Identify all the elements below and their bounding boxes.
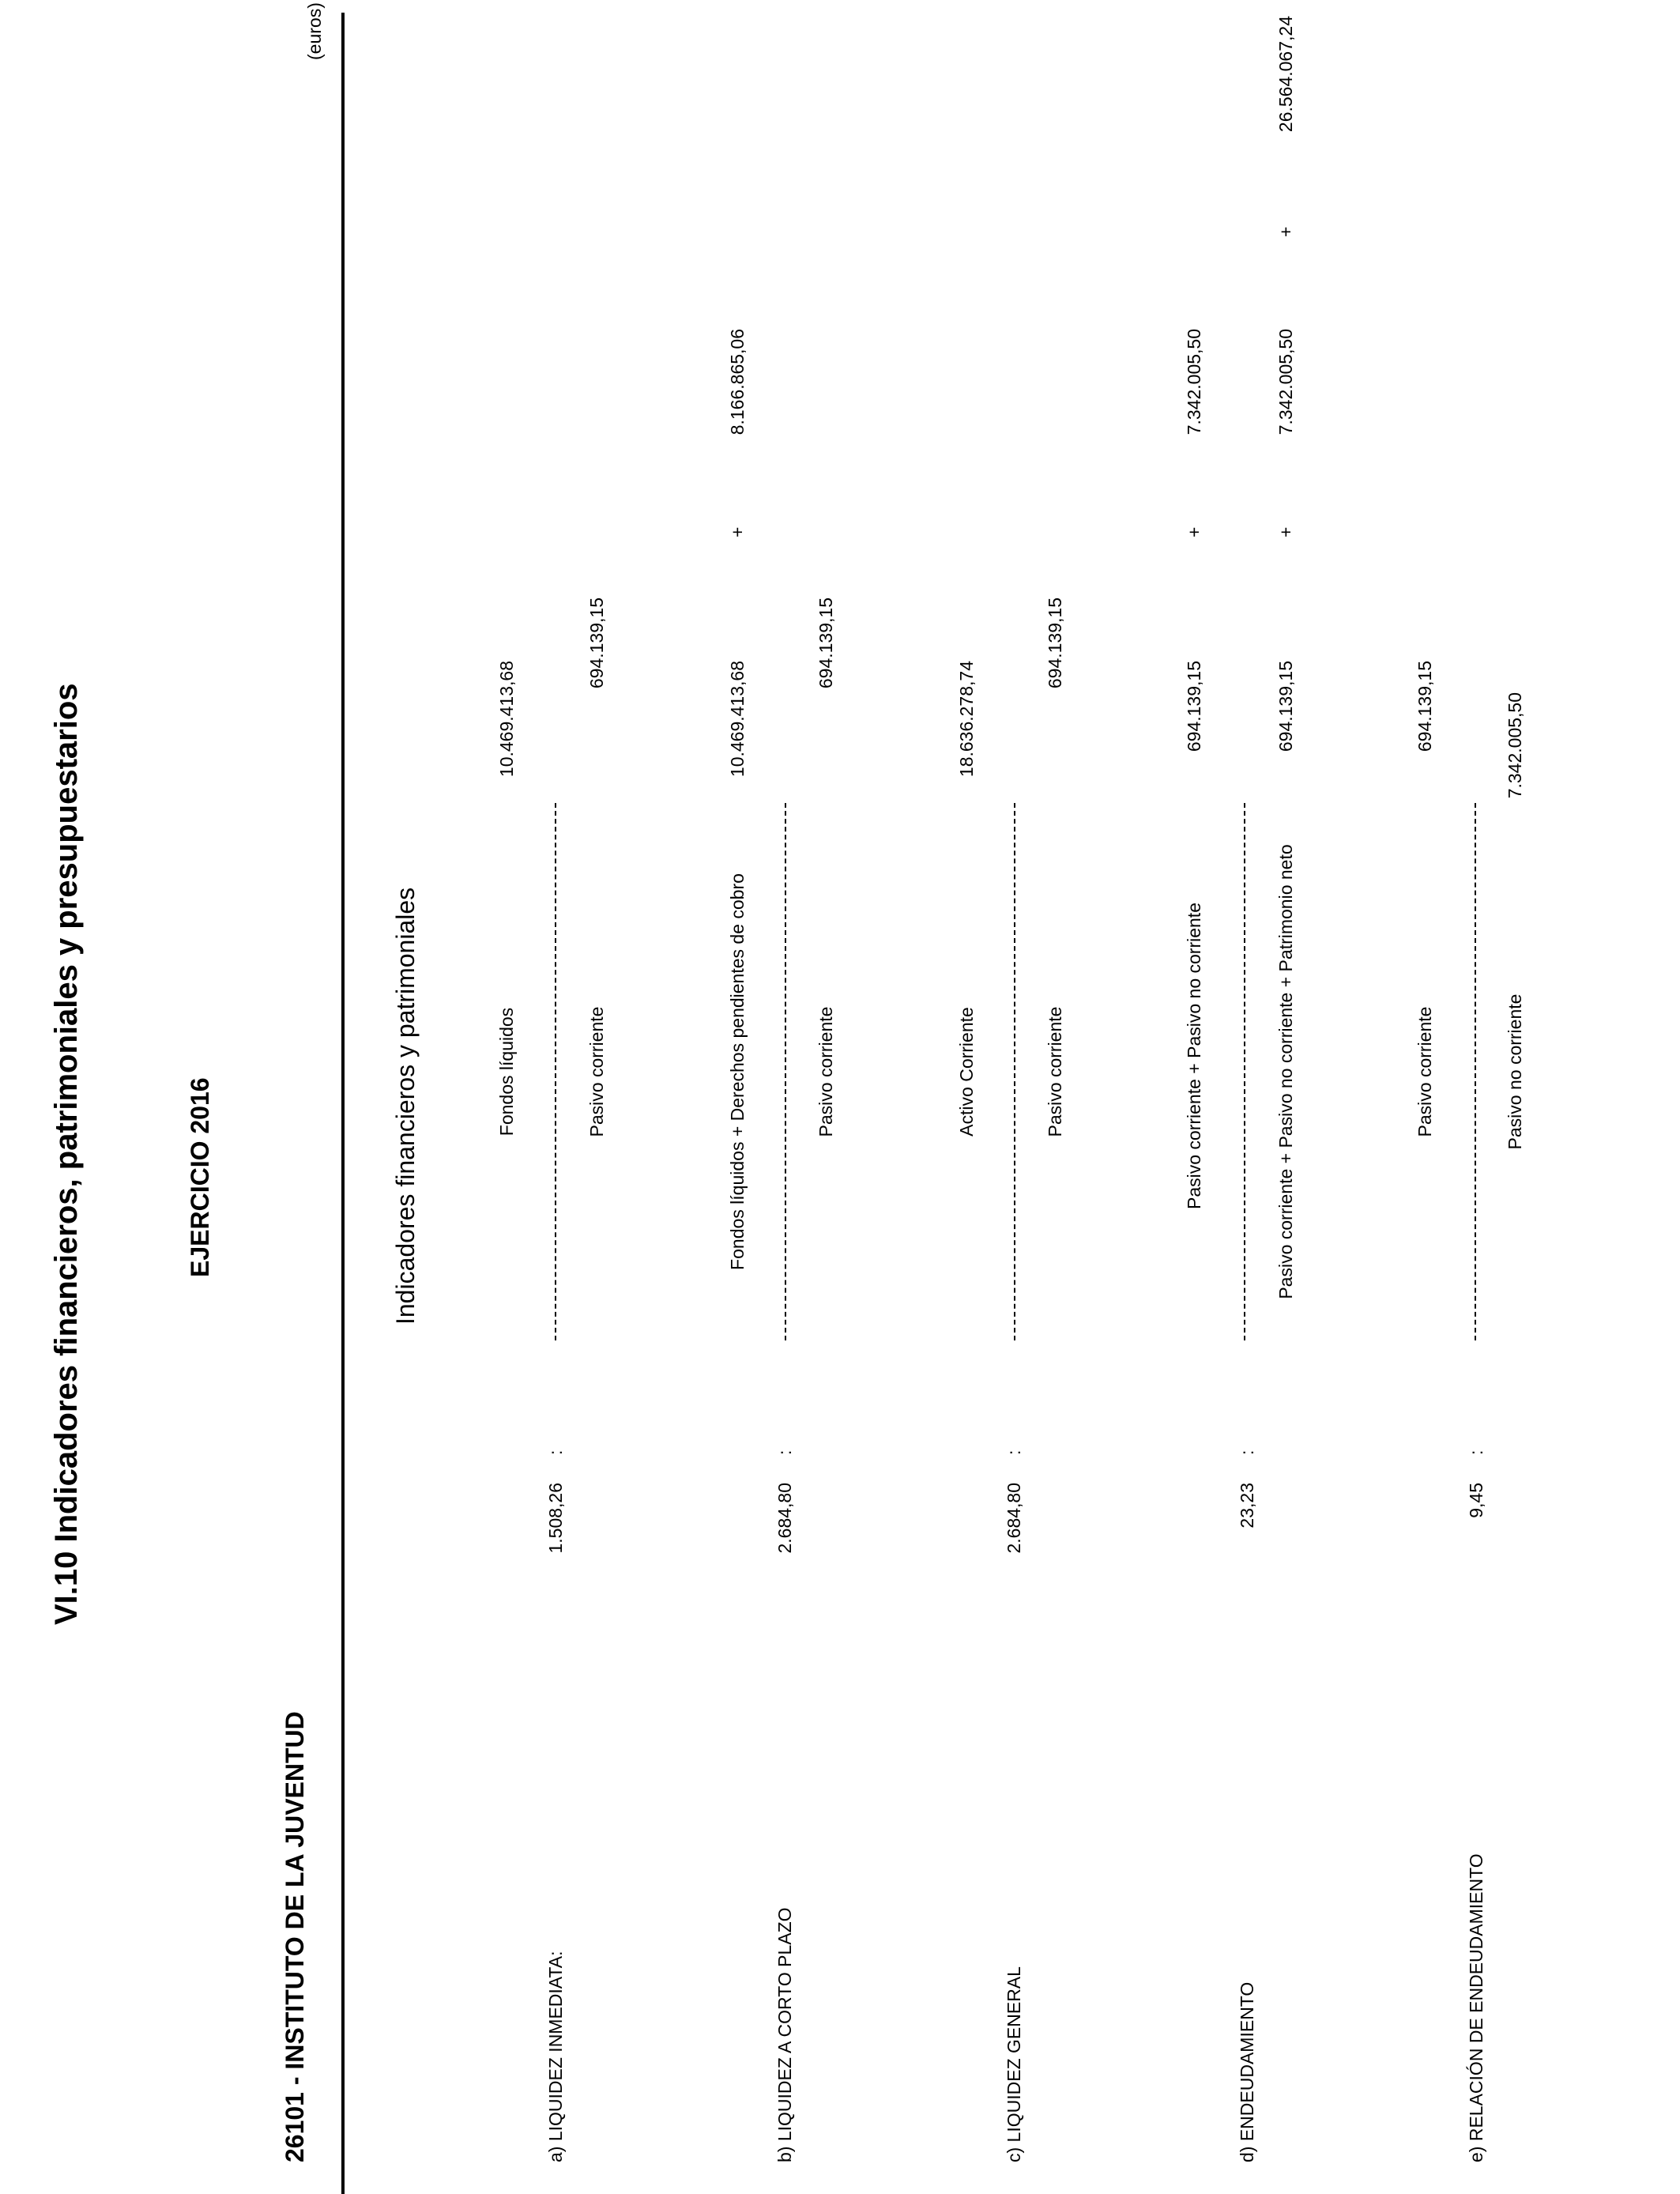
denominator-value-d1: 694.139,15 [1275,661,1296,752]
numerator-value-b2: 8.166.865,06 [727,329,748,435]
denominator-label-a: Pasivo corriente [586,1006,607,1137]
numerator-value-d1: 694.139,15 [1184,661,1204,752]
denominator-value-d3: 26.564.067,24 [1275,16,1296,133]
fraction-line-c [1014,803,1015,1340]
plus-sign-b: + [727,526,748,537]
denominator-plus-sign-d1: + [1275,526,1296,537]
numerator-label-e: Pasivo corriente [1414,1006,1435,1137]
denominator-value-e: 7.342.005,50 [1505,692,1525,799]
header-rule [341,13,345,2194]
denominator-value-c: 694.139,15 [1045,598,1065,689]
numerator-value-b1: 10.469.413,68 [727,661,748,778]
numerator-value-c: 18.636.278,74 [956,661,977,778]
denominator-label-c: Pasivo corriente [1045,1006,1065,1137]
denominator-value-a: 694.139,15 [586,598,607,689]
numerator-label-d: Pasivo corriente + Pasivo no corriente [1184,903,1204,1210]
numerator-label-b: Fondos líquidos + Derechos pendientes de cobro [727,873,748,1270]
denominator-value-d2: 7.342.005,50 [1275,329,1296,435]
indicator-colon-d: : [1237,1449,1257,1455]
indicator-value-a: 1.508,26 [545,1483,566,1554]
denominator-label-e: Pasivo no corriente [1505,993,1525,1150]
plus-sign-d: + [1184,526,1204,537]
indicator-label-e: e) RELACIÓN DE ENDEUDAMIENTO [1466,1853,1486,2162]
indicator-colon-b: : [774,1449,795,1455]
indicator-value-e: 9,45 [1466,1483,1486,1518]
denominator-label-b: Pasivo corriente [816,1006,836,1137]
indicator-value-c: 2.684,80 [1004,1483,1024,1554]
indicator-label-d: d) ENDEUDAMIENTO [1237,1981,1257,2162]
indicator-colon-a: : [545,1449,566,1455]
fiscal-year-heading: EJERCICIO 2016 [186,1077,214,1277]
denominator-value-b: 694.139,15 [816,598,836,689]
indicator-colon-e: : [1466,1449,1486,1455]
fraction-line-e [1475,803,1476,1340]
currency-note: (euros) [304,2,325,60]
fraction-line-d [1244,803,1245,1340]
entity-name: 26101 - INSTITUTO DE LA JUVENTUD [281,1711,309,2162]
fraction-line-b [785,803,786,1340]
fraction-line-a [555,803,556,1340]
denominator-plus-sign-d2: + [1275,226,1296,237]
numerator-label-c: Activo Corriente [956,1007,977,1137]
section-title: Indicadores financieros y patrimoniales [391,887,420,1325]
indicator-label-b: b) LIQUIDEZ A CORTO PLAZO [774,1907,795,2162]
numerator-value-e: 694.139,15 [1414,661,1435,752]
denominator-label-d: Pasivo corriente + Pasivo no corriente + Patrimonio neto [1275,844,1296,1299]
page-title: VI.10 Indicadores financieros, patrimoniales y presupuestarios [49,683,84,1625]
indicator-label-a: a) LIQUIDEZ INMEDIATA: [545,1951,566,2162]
numerator-label-a: Fondos líquidos [496,1007,517,1137]
indicator-value-d: 23,23 [1237,1483,1257,1529]
indicator-colon-c: : [1004,1449,1024,1455]
numerator-value-a: 10.469.413,68 [496,661,517,778]
numerator-value-d2: 7.342.005,50 [1184,329,1204,435]
indicator-value-b: 2.684,80 [774,1483,795,1554]
indicator-label-c: c) LIQUIDEZ GENERAL [1004,1966,1024,2162]
